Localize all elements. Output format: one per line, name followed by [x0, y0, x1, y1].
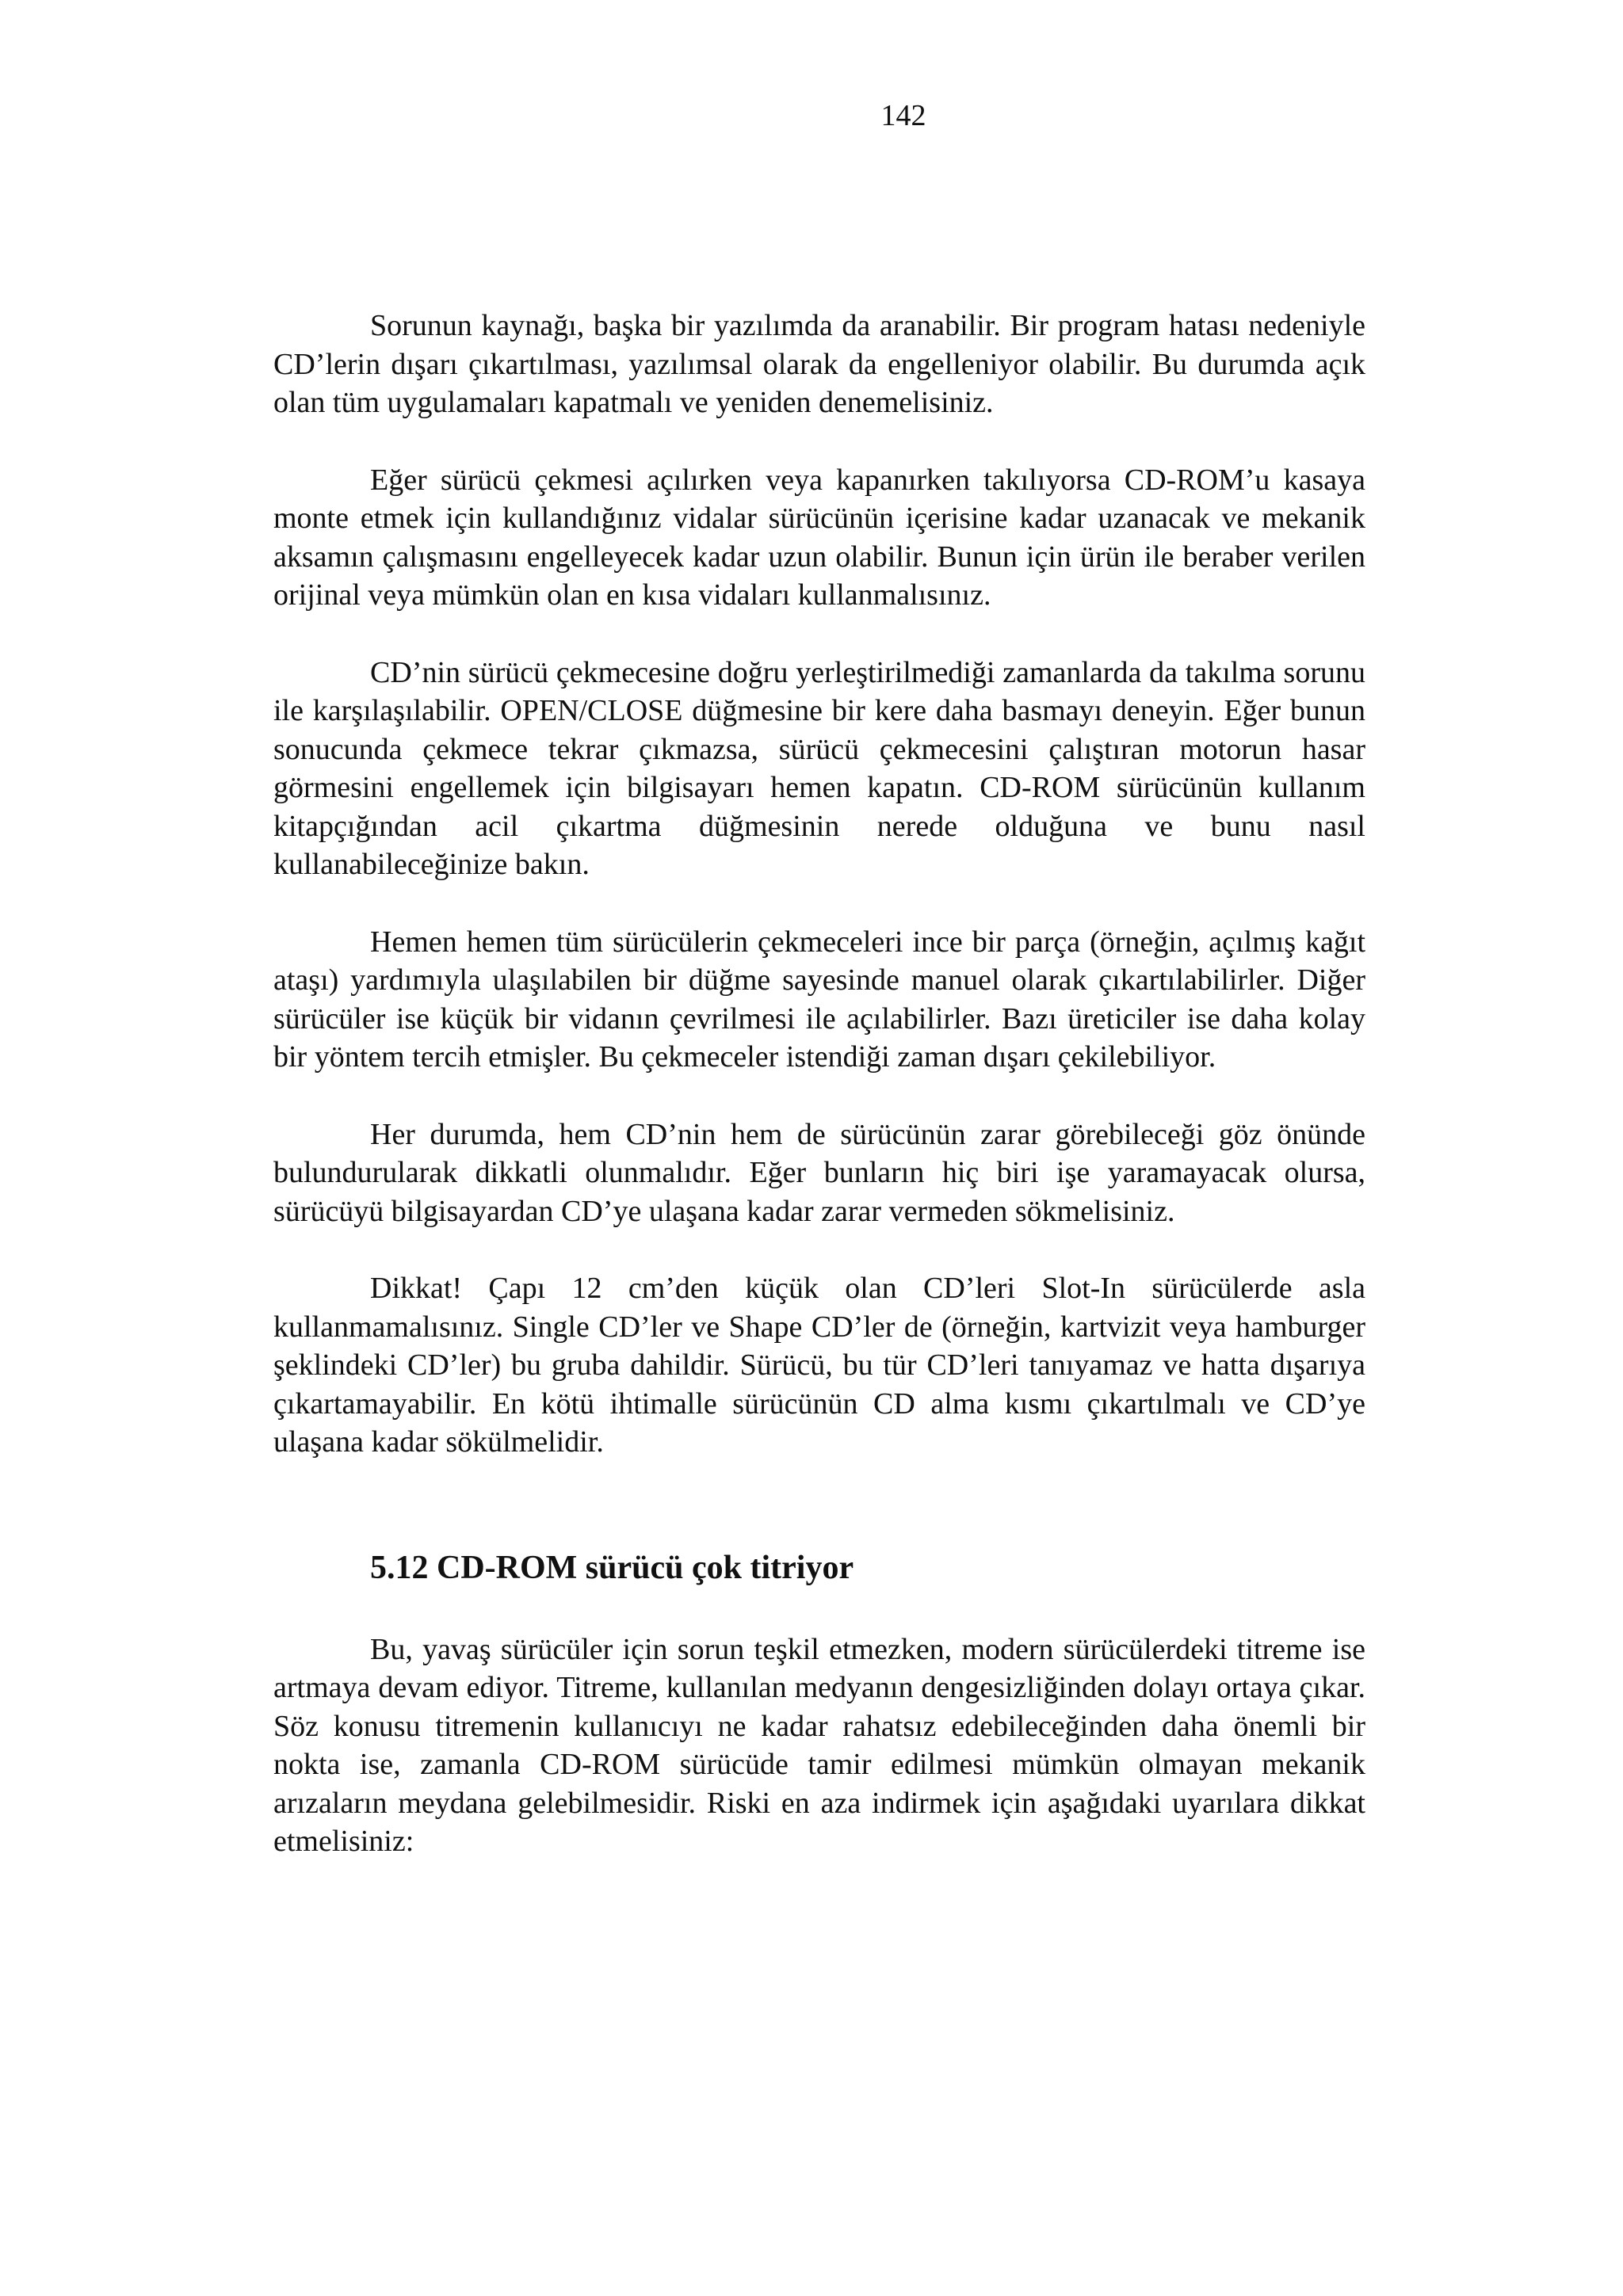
paragraph-vibration: Bu, yavaş sürücüler için sorun teşkil etmezken, modern sürücülerdeki titreme ise artmaya devam ediyor. Titreme, kullanılan medyanın dengesizliğinden dolayı ortaya çıkar. Söz konusu titremenin kullanıcıyı ne kadar rahatsız edebileceğinden daha önemli bir nokta ise, zamanla CD-ROM sürücüde tamir edilmesi mümkün olmayan mekanik arızaların meydana gelebilmesidir. Riski en aza indirmek için aşağıdaki uyarılara dikkat etmelisiniz:	[273, 1632, 1365, 1858]
paragraph-drawer-screws: Eğer sürücü çekmesi açılırken veya kapanırken takılıyorsa CD-ROM’u kasaya monte etmek için kullandığınız vidalar sürücünün içerisine kadar uzanacak ve mekanik aksamın çalışmasını engelleyecek kadar uzun olabilir. Bunun için ürün ile beraber verilen orijinal veya mümkün olan en kısa vidaları kullanmalısınız.	[273, 463, 1365, 612]
paragraph-slot-in-warning: Dikkat! Çapı 12 cm’den küçük olan CD’leri Slot-In sürücülerde asla kullanmamalısınız. Single CD’ler ve Shape CD’ler de (örneğin, kartvizit veya hamburger şeklindeki CD’ler) bu gruba dahildir. Sürücü, bu tür CD’leri tanıyamaz ve hatta dışarıya çıkartamayabilir. En kötü ihtimalle sürücünün CD alma kısmı çıkartılmalı ve CD’ye ulaşana kadar sökülmelidir.	[273, 1272, 1365, 1459]
section-heading: 5.12 CD-ROM sürücü çok titriyor	[370, 1549, 854, 1586]
page-body	[273, 307, 1365, 1900]
paragraph-careful-removal: Her durumda, hem CD’nin hem de sürücünün zarar görebileceği göz önünde bulundurularak dikkatli olunmalıdır. Eğer bunların hiç biri işe yaramayacak olursa, sürücüyü bilgisayardan CD’ye ulaşana kadar zarar vermeden sökmelisiniz.	[273, 1117, 1365, 1228]
paragraph-software-cause: Sorunun kaynağı, başka bir yazılımda da aranabilir. Bir program hatası nedeniyle CD’lerin dışarı çıkartılması, yazılımsal olarak da engelleniyor olabilir. Bu durumda açık olan tüm uygulamaları kapatmalı ve yeniden denemelisiniz.	[273, 309, 1365, 419]
paragraph-manual-eject: Hemen hemen tüm sürücülerin çekmeceleri ince bir parça (örneğin, açılmış kağıt ataşı) yardımıyla ulaşılabilen bir düğme sayesinde manuel olarak çıkartılabilirler. Diğer sürücüler ise küçük bir vidanın çevrilmesi ile açılabilirler. Bazı üreticiler ise daha kolay bir yöntem tercih etmişler. Bu çekmeceler istendiği zaman dışarı çekilebiliyor.	[273, 925, 1365, 1074]
page-number: 142	[880, 99, 926, 132]
paragraph-cd-placement: CD’nin sürücü çekmecesine doğru yerleştirilmediği zamanlarda da takılma sorunu ile karşılaşılabilir. OPEN/CLOSE düğmesine bir kere daha basmayı deneyin. Eğer bunun sonucunda çekmece tekrar çıkmazsa, sürücü çekmecesini çalıştıran motorun hasar görmesini engellemek için bilgisayarı hemen kapatın. CD-ROM sürücünün kullanım kitapçığından acil çıkartma düğmesinin nerede olduğuna ve bunu nasıl kullanabileceğinize bakın.	[273, 655, 1365, 881]
